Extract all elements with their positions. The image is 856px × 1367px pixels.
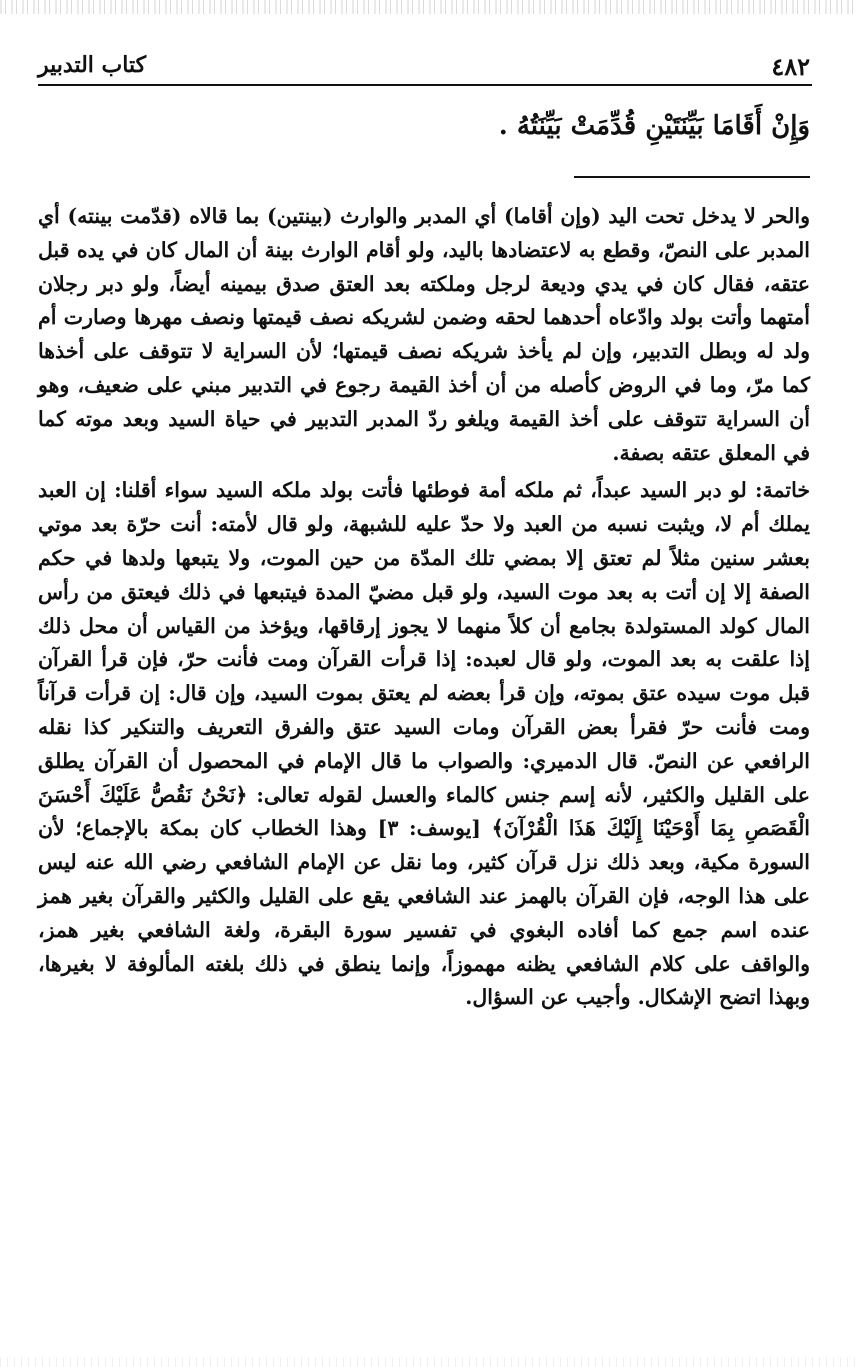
running-title: كتاب التدبير — [38, 52, 147, 78]
scan-border-top — [0, 0, 856, 14]
matn-text: وَإِنْ أَقَامَا بَيِّنَتَيْنِ قُدِّمَتْ بَيِّنَتُهُ . — [498, 111, 810, 141]
paragraph: والحر لا يدخل تحت اليد (وإن أقاما) أي المدبر والوارث (بينتين) بما قالاه (قدّمت بينته) أي المدبر على النصّ، وقطع به لاعتضادها باليد، ولو أقام الوارث بينة أن المال كان في يده قبل عتقه، فقال كان في يدي وديعة لرجل وملكته بعد العتق صدق بيمينه أيضاً، ولو دبر رجلان أمتهما وأتت بولد وادّعاه أحدهما لحقه وضمن لشريكه نصف قيمتها ونصف مهرها وصارت أم ولد له وبطل التدبير، وإن لم يأخذ شريكه نصف قيمتها؛ لأن السراية لا تتوقف على أخذها كما مرّ، وما في الروض كأصله من أن أخذ القيمة رجوع في التدبير مبني على ضعيف، وهو أن السراية تتوقف على أخذ القيمة ويلغو ردّ المدبر التدبير في حياة السيد وبعد موته كما في المعلق عتقه بصفة. — [38, 204, 810, 465]
paragraph: خاتمة: لو دبر السيد عبداً، ثم ملكه أمة فوطئها فأتت بولد ملكه السيد سواء أقلنا: إن العبد يملك أم لا، ويثبت نسبه من العبد ولا حدّ عليه للشبهة، ولو قال لأمته: أنت حرّة بعد موتي بعشر سنين مثلاً لم تعتق إلا بمضي تلك المدّة من حين الموت، ولا يتبعها ولدها في حكم الصفة إلا إن أتت به بعد موت السيد، ولو قبل مضيّ المدة فيتبعها في ذلك فيعتق من رأس المال كولد المستولدة بجامع أن كلاً منهما لا يجوز إرقاقها، ويؤخذ من القياس أن محل ذلك إذا علقت به بعد الموت، ولو قال لعبده: إذا قرأت القرآن ومت فأنت حرّ، فإن قرأ القرآن قبل موت سيده عتق بموته، وإن قرأ بعضه لم يعتق بموت السيد، وإن قال: إن قرأت قرآناً ومت فأنت حرّ فقرأ بعض القرآن ومات السيد عتق والفرق التعريف والتنكير كذا نقله الرافعي عن النصّ. قال الدميري: والصواب ما قال الإمام في المحصول أن القرآن يطلق على القليل والكثير، لأنه إسم جنس كالماء والعسل لقوله تعالى: ﴿نَحْنُ نَقُصُّ عَلَيْكَ أَحْسَنَ الْقَصَصِ بِمَا أَوْحَيْنَا إِلَيْكَ هَذَا الْقُرْآنَ﴾ [يوسف: ٣] وهذا الخطاب كان بمكة بالإجماع؛ لأن السورة مكية، وبعد ذلك نزل قرآن كثير، وما نقل عن الإمام الشافعي رضي الله عنه ليس على هذا الوجه، فإن القرآن بالهمز عند الشافعي يقع على القليل والكثير والقرآن بغير همز عنده اسم جمع كما أفاده البغوي في تفسير سورة البقرة، ولغة الشافعي بغير همز، والواقف على كلام الشافعي يظنه مهموزاً، وإنما ينطق في ذلك بلغته المألوفة لا بغيرها، وبهذا اتضح الإشكال. وأجيب عن السؤال. — [38, 478, 811, 1010]
scan-border-bottom — [0, 1357, 856, 1367]
page-header — [38, 46, 810, 86]
commentary-body — [38, 200, 810, 1015]
matn-separator — [574, 176, 810, 178]
header-rule — [38, 84, 812, 86]
page-number: ٤٨٢ — [771, 52, 810, 81]
